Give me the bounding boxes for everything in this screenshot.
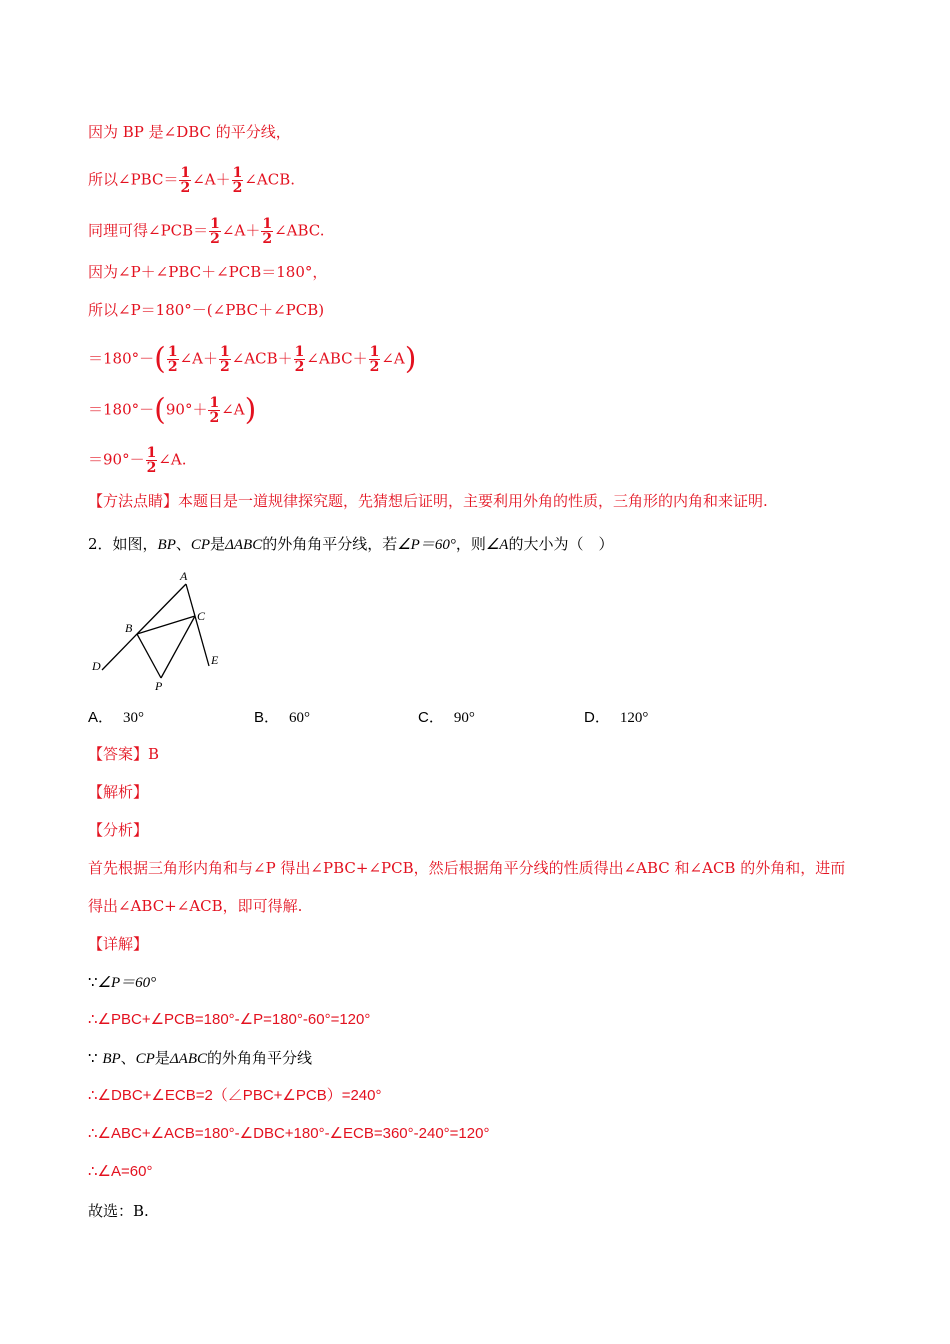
geometry-figure (88, 566, 238, 696)
fenxi-title: 【分析】 (88, 821, 149, 839)
fraction-half: $\frac{1}{2}$ (209, 395, 220, 426)
proof-text: ＝180°－ (88, 400, 155, 419)
proof-line-7: ＝180°－(90°＋ $\frac{1}{2}$ ∠A) (88, 392, 257, 428)
proof-line-2 (88, 166, 295, 195)
proof-text: ＝180°－ (88, 349, 155, 368)
option-c[interactable]: C． 90° (418, 709, 475, 726)
proof-line-6: ＝180°－( $\frac{1}{2}$ ∠A＋ $\frac{1}{2}$ ∠ACB＋ $\frac{1}{2}$ ∠ABC＋ $\frac{1}{2}$ ∠A) (88, 341, 417, 377)
detail-line-4: ∴∠DBC+∠ECB=2（∠PBC+∠PCB）=240° (88, 1087, 382, 1104)
proof-text: 所以∠P＝180°－(∠PBC＋∠PCB) (88, 301, 325, 319)
option-b[interactable]: B． 60° (254, 709, 311, 726)
detail-title: 【详解】 (88, 935, 149, 953)
proof-line-1 (88, 122, 291, 142)
fraction-half: $\frac{1}{2}$ (294, 344, 305, 375)
label-b: B (125, 621, 133, 635)
proof-line-3 (88, 217, 325, 246)
fraction-half: $\frac{1}{2}$ (146, 445, 157, 476)
detail-line-1: ∵∠P＝60° (88, 973, 157, 991)
proof-text: 所以∠PBC＝ (88, 170, 179, 189)
proof-line-5 (88, 300, 324, 320)
proof-text: 因为∠P＋∠PBC＋∠PCB＝180°， (88, 263, 328, 281)
fraction-half: $\frac{1}{2}$ (232, 165, 243, 196)
fraction-half: $\frac{1}{2}$ (369, 344, 380, 375)
proof-text: 同理可得∠PCB＝ (88, 221, 209, 240)
fraction-half: $\frac{1}{2}$ (210, 216, 220, 247)
big-paren: ) (244, 392, 257, 428)
label-p: P (155, 679, 163, 693)
question-2: 2．如图，BP、CP是ΔABC的外角角平分线，若∠P＝60°，则∠A的大小为（ ） (88, 535, 614, 553)
proof-text: ∠A＋ (221, 221, 261, 240)
proof-text: ∠A. (158, 450, 187, 469)
proof-text: ∠ACB. (244, 170, 296, 189)
detail-line-2: ∴∠PBC+∠PCB=180°-∠P=180°-60°=120° (88, 1011, 371, 1028)
fraction-half: $\frac{1}{2}$ (180, 165, 191, 196)
fraction-half: $\frac{1}{2}$ (167, 344, 178, 375)
fraction-half: $\frac{1}{2}$ (262, 216, 273, 247)
fenxi-line-2: 得出∠ABC+∠ACB，即可得解. (88, 897, 303, 915)
detail-line-7: 故选：B. (88, 1202, 149, 1220)
proof-line-8 (88, 446, 187, 475)
big-paren: ) (404, 341, 417, 377)
label-a: A (180, 569, 188, 583)
fenxi-line-1: 首先根据三角形内角和与∠P 得出∠PBC+∠PCB，然后根据角平分线的性质得出∠ABC 和∠ACB 的外角和，进而 (88, 859, 846, 877)
proof-text: ∠A＋ (192, 170, 231, 189)
big-paren: ( (154, 341, 166, 377)
proof-text: ∠ABC. (274, 221, 325, 240)
segment-bp (137, 634, 161, 678)
detail-line-5: ∴∠ABC+∠ACB=180°-∠DBC+180°-∠ECB=360°-240°=120° (88, 1125, 490, 1142)
label-e: E (211, 653, 219, 667)
proof-line-4 (88, 262, 327, 282)
detail-line-6: ∴∠A=60° (88, 1163, 153, 1180)
method-note: 【方法点睛】本题目是一道规律探究题，先猜想后证明，主要利用外角的性质，三角形的内角和来证明. (88, 492, 768, 510)
option-a[interactable]: A． 30° (88, 709, 145, 726)
segment-bd (102, 634, 137, 670)
detail-line-3: ∵ BP、CP是ΔABC的外角角平分线 (88, 1049, 313, 1067)
label-d: D (92, 659, 101, 673)
proof-text: ＝90°－ (88, 450, 145, 469)
option-d[interactable]: D． 120° (584, 709, 649, 726)
analysis-title: 【解析】 (88, 783, 149, 801)
big-paren: ( (154, 392, 166, 428)
proof-text: 因为 BP 是∠DBC 的平分线， (88, 123, 291, 141)
label-c: C (197, 609, 206, 623)
answer: 【答案】B (88, 745, 160, 763)
fraction-half: $\frac{1}{2}$ (220, 344, 230, 375)
